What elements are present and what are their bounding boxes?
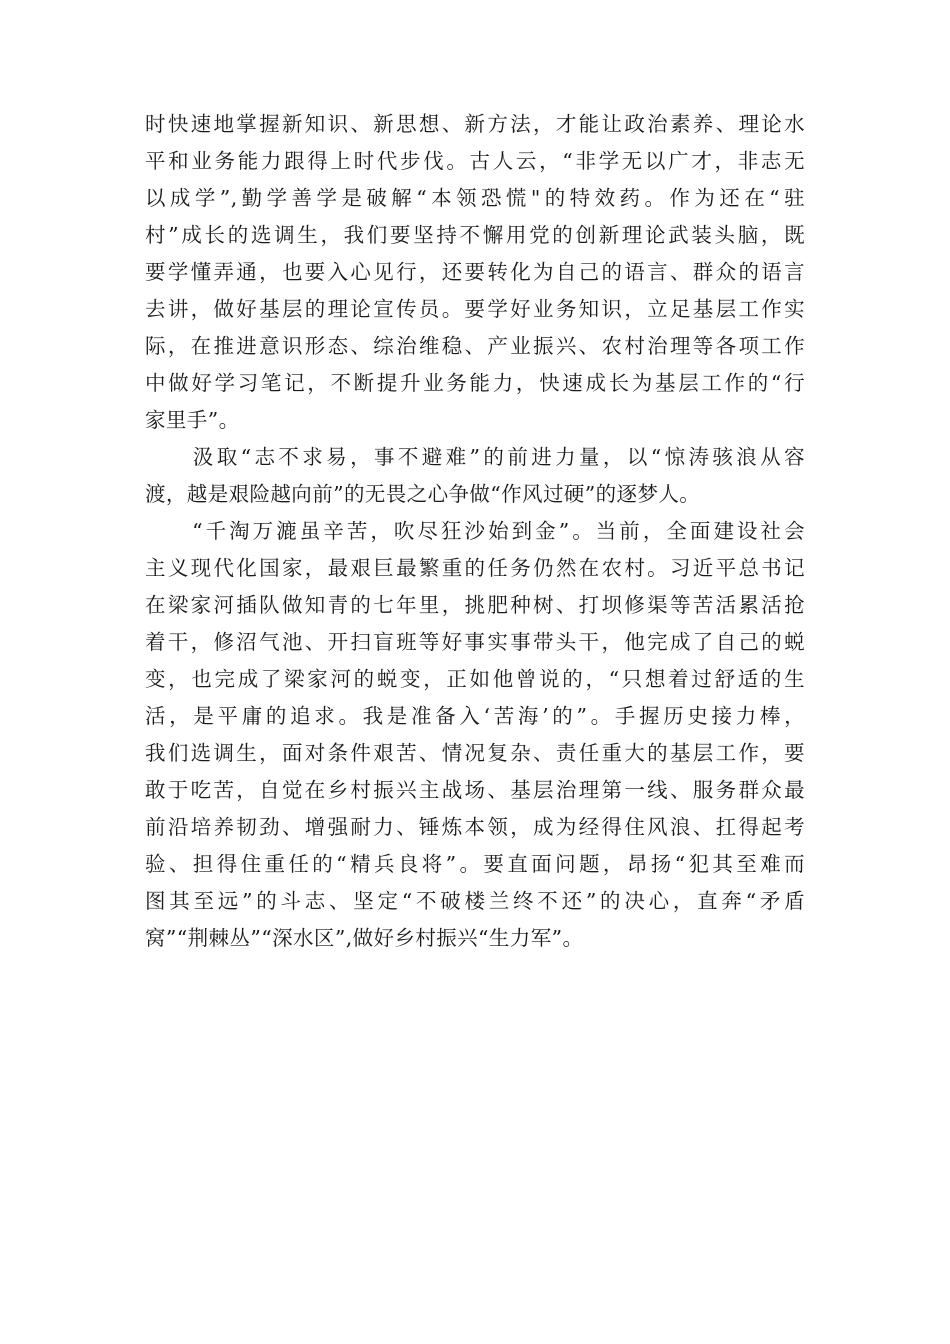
text-line: 主义现代化国家，最艰巨最繁重的任务仍然在农村。习近平总书记 — [145, 556, 805, 580]
text-line: 敢于吃苦，自觉在乡村振兴主战场、基层治理第一线、服务群众最 — [145, 778, 805, 802]
text-line: 时快速地掌握新知识、新思想、新方法，才能让政治素养、理论水 — [145, 112, 805, 136]
text-line: 变，也完成了梁家河的蜕变，正如他曾说的，“只想着过舒适的生 — [145, 667, 805, 691]
text-line: 以成学”,勤学善学是破解“本领恐慌"的特效药。作为还在“驻 — [145, 186, 805, 210]
text-line: 村”成长的选调生，我们要坚持不懈用党的创新理论武装头脑，既 — [145, 223, 805, 247]
text-line: 中做好学习笔记，不断提升业务能力，快速成长为基层工作的“行 — [145, 371, 805, 395]
document-body — [145, 106, 805, 957]
text-line: 验、担得住重任的“精兵良将”。要直面问题，昂扬“犯其至难而 — [145, 852, 805, 876]
text-line: 图其至远”的斗志、坚定“不破楼兰终不还”的决心，直奔“矛盾 — [145, 889, 805, 913]
text-line: 渡，越是艰险越向前”的无畏之心争做“作风过硬”的逐梦人。 — [145, 482, 701, 506]
text-line: 我们选调生，面对条件艰苦、情况复杂、责任重大的基层工作，要 — [145, 741, 805, 765]
text-line: 家里手”。 — [145, 408, 240, 432]
text-line: 平和业务能力跟得上时代步伐。古人云，“非学无以广才，非志无 — [145, 149, 805, 173]
text-line: 前沿培养韧劲、增强耐力、锤炼本领，成为经得住风浪、扛得起考 — [145, 815, 805, 839]
text-line: 窝”“荆棘丛”“深水区”,做好乡村振兴“生力军”。 — [145, 926, 584, 950]
text-line: “千淘万漉虽辛苦，吹尽狂沙始到金”。当前，全面建设社会 — [145, 519, 805, 543]
text-line: 去讲，做好基层的理论宣传员。要学好业务知识，立足基层工作实 — [145, 297, 805, 321]
text-line: 要学懂弄通，也要入心见行，还要转化为自己的语言、群众的语言 — [145, 260, 805, 284]
paragraph — [145, 513, 805, 957]
text-line: 际，在推进意识形态、综治维稳、产业振兴、农村治理等各项工作 — [145, 334, 805, 358]
text-line: 汲取“志不求易，事不避难”的前进力量，以“惊涛骇浪从容 — [145, 445, 805, 469]
paragraph — [145, 106, 805, 439]
text-line: 在梁家河插队做知青的七年里，挑肥种树、打坝修渠等苦活累活抢 — [145, 593, 805, 617]
paragraph — [145, 439, 805, 513]
text-line: 着干，修沼气池、开扫盲班等好事实事带头干，他完成了自己的蜕 — [145, 630, 805, 654]
text-line: 活，是平庸的追求。我是准备入‘苦海’的”。手握历史接力棒， — [145, 704, 805, 728]
